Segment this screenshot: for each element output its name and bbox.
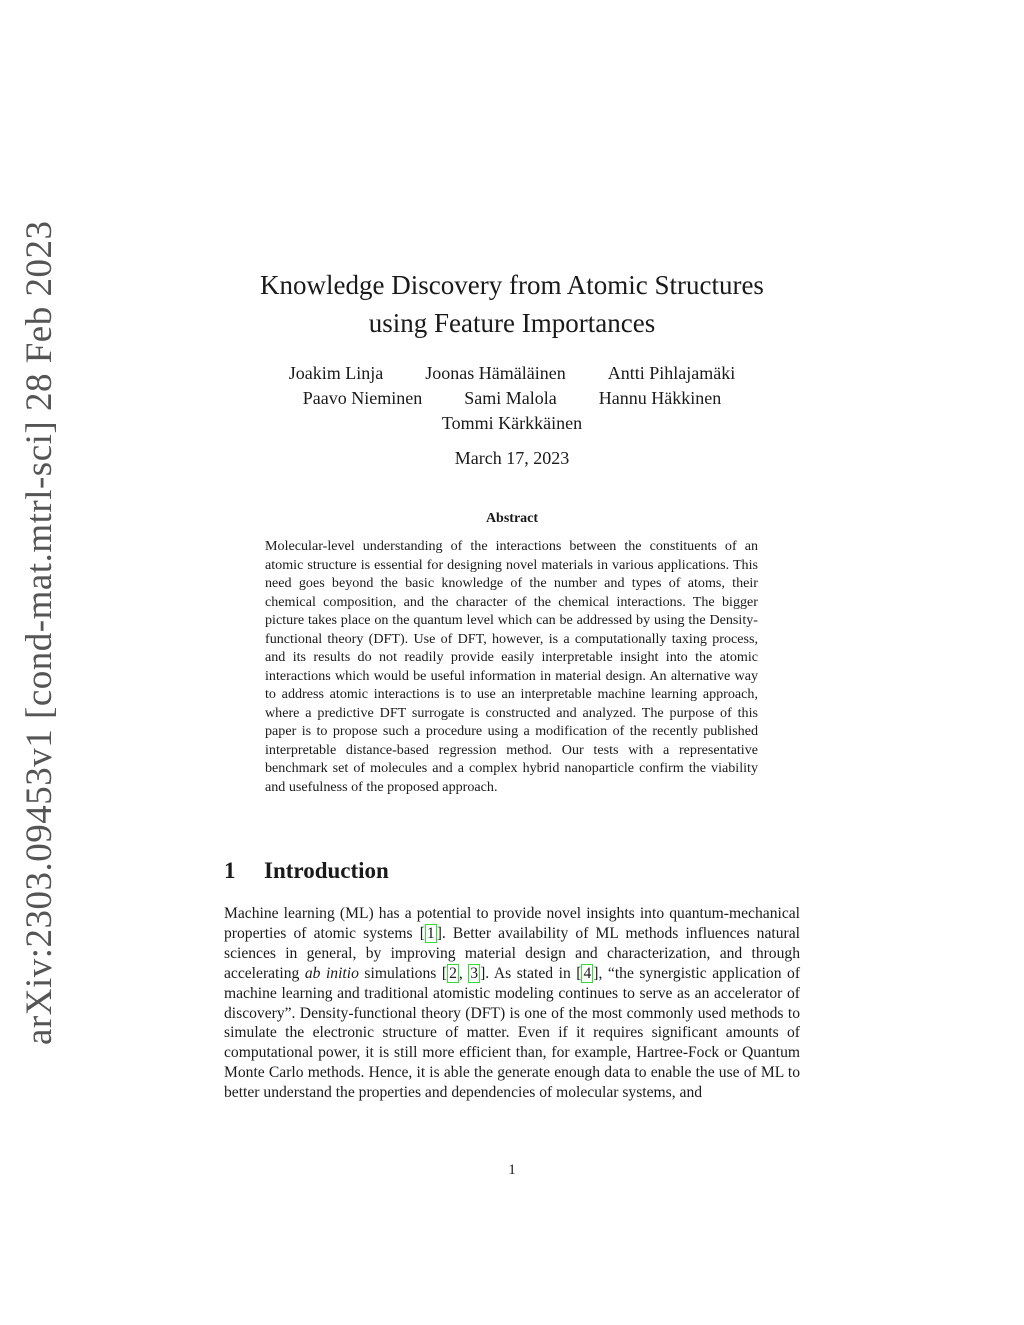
- author-name: Antti Pihlajamäki: [607, 363, 736, 383]
- section-title: Introduction: [264, 858, 389, 883]
- author-row-3: [200, 411, 824, 436]
- abstract-text: Molecular-level understanding of the interactions between the constituents of an atomic structure is essential for designing novel materials in various applications. This need goes beyond the basic knowledge of the number and types of atoms, their chemical composition, and the character of the chemical interactions. The bigger picture takes place on the quantum level which can be addressed by using the Density-functional theory (DFT). Use of DFT, however, is a computationally taxing process, and its results do not readily provide easily interpretable insight into the atomic interactions which would be useful information in material design. An alternative way to address atomic interactions is to use an interpretable machine learning approach, where a predictive DFT surrogate is constructed and analyzed. The purpose of this paper is to propose such a procedure using a modification of the recently published interpretable distance-based regression method. Our tests with a representative benchmark set of molecules and a complex hybrid nanoparticle confirm the viability and usefulness of the proposed approach.: [265, 538, 758, 795]
- intro-text-1: Machine learning (ML) has a potential to provide novel insights into quantum-mechanical properties of atomic systems: [224, 905, 800, 942]
- author-name: Joonas Hämäläinen: [425, 363, 566, 383]
- intro-text-3: simulations: [358, 964, 442, 982]
- author-row-2: [200, 386, 824, 411]
- title-line-1: Knowledge Discovery from Atomic Structures: [260, 270, 764, 300]
- title-line-2: using Feature Importances: [368, 308, 656, 338]
- author-list: [200, 361, 824, 436]
- citation-link[interactable]: 1: [426, 924, 435, 942]
- author-name: Tommi Kärkkäinen: [441, 413, 583, 433]
- section-number: 1: [224, 858, 236, 883]
- introduction-paragraph: Machine learning (ML) has a potential to provide novel insights into quantum-mechanical properties of atomic systems [ 1 ]. Better availability of ML methods influences natural sciences in general, by improving material design and characterization, and through accelerating ab initio simulations [ 2 , 3 ]. As stated in [ 4 ], “the synergistic application of machine learning and traditional atomistic modeling continues to serve as an accelerator of discovery”. Density-functional theory (DFT) is one of the most commonly used methods to simulate the electronic structure of matter. Even if it requires significant amounts of computational power, it is still more efficient than, for example, Hartree-Fock or Quantum Monte Carlo methods. Hence, it is able the generate enough data to enable the use of ML to better understand the properties and dependencies of molecular systems, and: [224, 905, 801, 1102]
- intro-text-5: , “the synergistic application of machine learning and traditional atomistic modeling continues to serve as an accelerator of discovery”. Density-functional theory (DFT) is one of the most commonly used methods to simulate the electronic structure of matter. Even if it requires significant amounts of computational power, it is still more efficient than, for example, Hartree-Fock or Quantum Monte Carlo methods. Hence, it is able the generate enough data to enable the use of ML to better understand the properties and dependencies of molecular systems, and: [224, 964, 801, 1102]
- section-heading-introduction: [224, 858, 389, 884]
- author-row-1: [200, 361, 824, 386]
- abstract-heading: Abstract: [485, 511, 539, 526]
- intro-text-2: . Better availability of ML methods influences natural sciences in general, by improving material design and characterization, and through accelerating: [224, 924, 800, 982]
- arxiv-identifier: arXiv:2303.09453v1 [cond-mat.mtrl-sci] 28 Feb 2023: [19, 220, 60, 1045]
- citation-link[interactable]: 3: [470, 964, 479, 982]
- citation-link[interactable]: 2: [449, 964, 457, 982]
- author-name: Paavo Nieminen: [302, 388, 423, 408]
- paper-title: [200, 266, 824, 342]
- citation-separator: ,: [458, 964, 469, 982]
- author-name: Joakim Linja: [288, 363, 384, 383]
- publication-date: March 17, 2023: [454, 448, 570, 468]
- page-number: 1: [508, 1162, 516, 1178]
- intro-text-4: . As stated in: [485, 964, 577, 982]
- citation-link[interactable]: 4: [583, 964, 592, 982]
- author-name: Sami Malola: [464, 388, 557, 408]
- author-name: Hannu Häkkinen: [598, 388, 722, 408]
- emphasis-text: ab initio: [304, 964, 359, 982]
